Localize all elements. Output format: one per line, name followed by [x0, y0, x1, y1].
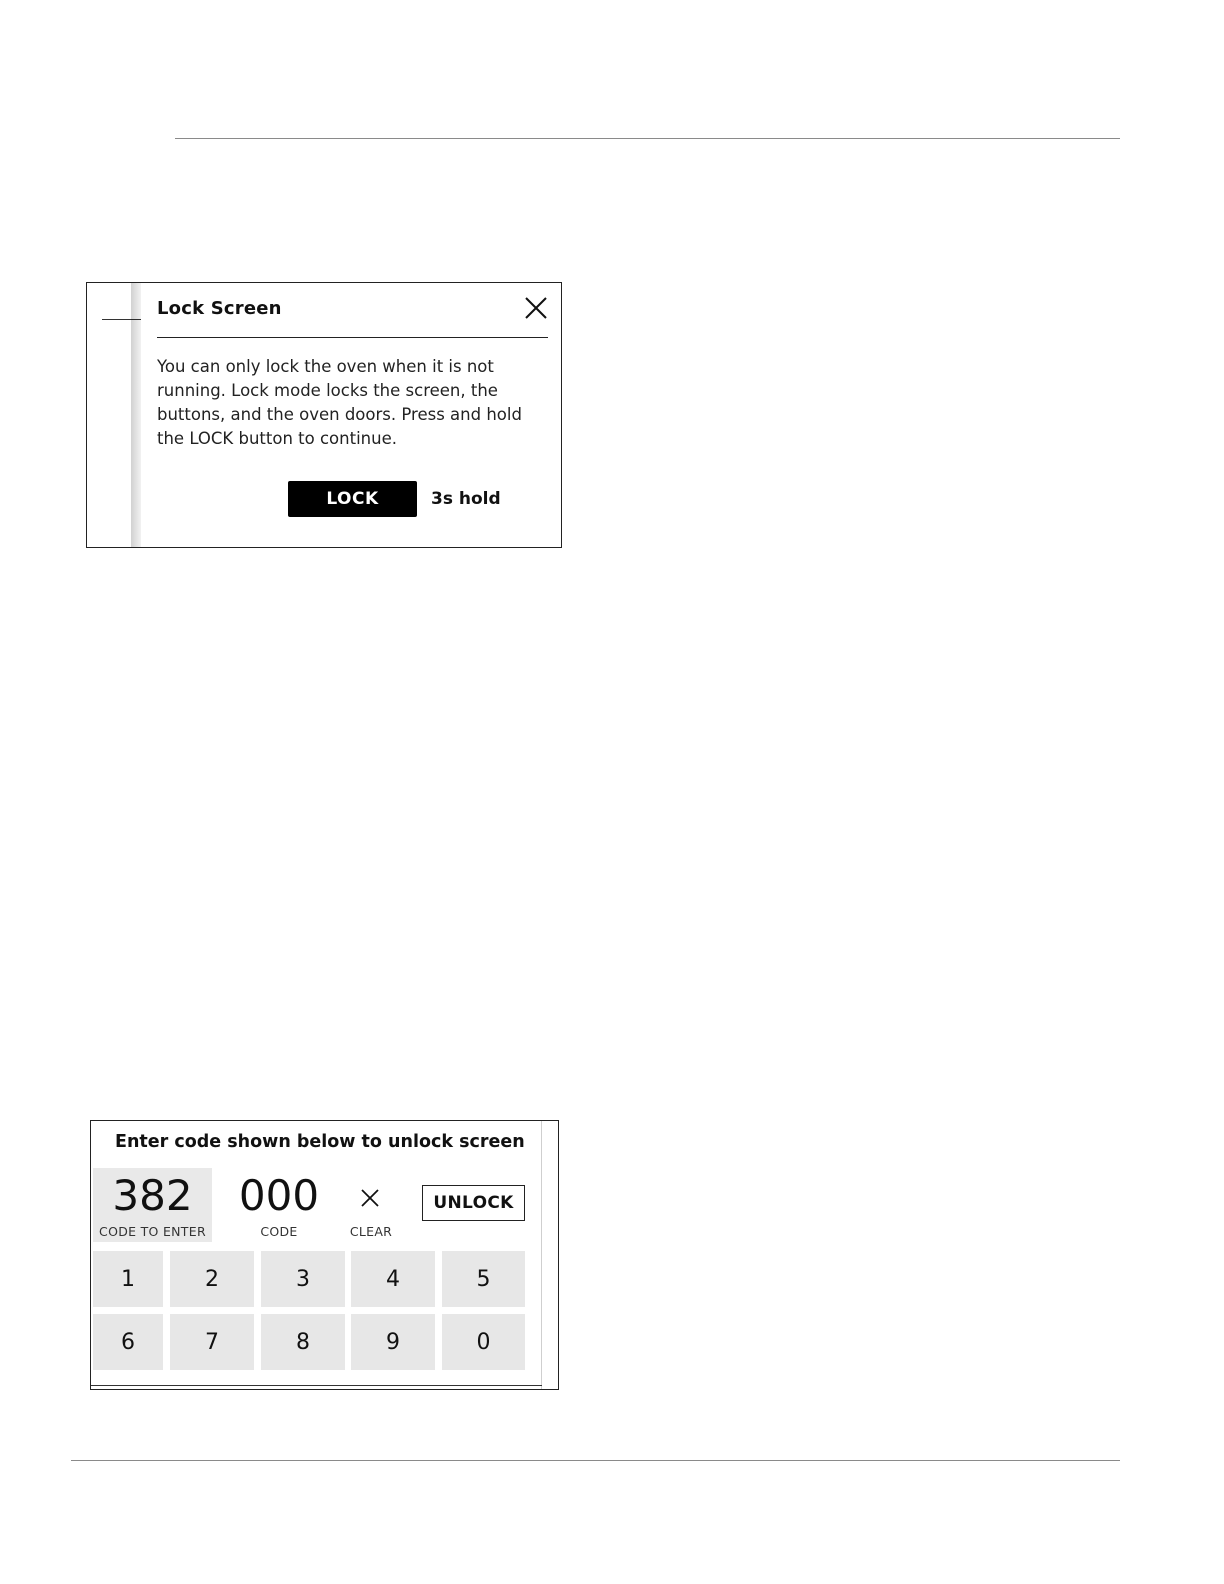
lock-screen-panel	[86, 282, 562, 548]
code-to-enter	[93, 1168, 212, 1242]
key-7[interactable]: 7	[170, 1314, 254, 1370]
key-8[interactable]: 8	[261, 1314, 345, 1370]
dialog-title: Lock Screen	[157, 298, 282, 319]
key-4[interactable]: 4	[351, 1251, 435, 1307]
key-6[interactable]: 6	[93, 1314, 163, 1370]
code-to-enter-label: CODE TO ENTER	[99, 1224, 206, 1239]
clear-button[interactable]	[339, 1168, 403, 1242]
code-display	[219, 1168, 339, 1242]
unlock-screen-panel	[90, 1120, 559, 1390]
clear-label: CLEAR	[349, 1224, 393, 1239]
bottom-rule	[71, 1460, 1120, 1461]
top-rule	[175, 138, 1120, 139]
title-divider	[157, 337, 548, 338]
lock-button[interactable]: LOCK	[288, 481, 417, 517]
dialog-message: You can only lock the oven when it is not running. Lock mode locks the screen, the buttons, and the oven doors. Press and hold the LOCK button to continue.	[157, 357, 522, 448]
panel-bottom-line	[91, 1385, 542, 1386]
key-9[interactable]: 9	[351, 1314, 435, 1370]
key-3[interactable]: 3	[261, 1251, 345, 1307]
key-2[interactable]: 2	[170, 1251, 254, 1307]
lock-screen-dialog	[141, 283, 561, 547]
code-to-enter-value: 382	[112, 1171, 193, 1220]
unlock-button[interactable]: UNLOCK	[422, 1185, 525, 1221]
x-icon	[360, 1188, 380, 1208]
key-5[interactable]: 5	[442, 1251, 525, 1307]
hold-duration-label: 3s hold	[431, 489, 501, 509]
key-1[interactable]: 1	[93, 1251, 163, 1307]
code-label: CODE	[260, 1224, 298, 1239]
keypad	[93, 1251, 525, 1371]
key-0[interactable]: 0	[442, 1314, 525, 1370]
panel-edge	[541, 1121, 542, 1389]
code-value: 000	[238, 1171, 320, 1220]
close-icon[interactable]	[523, 295, 549, 321]
unlock-title: Enter code shown below to unlock screen	[115, 1132, 525, 1152]
